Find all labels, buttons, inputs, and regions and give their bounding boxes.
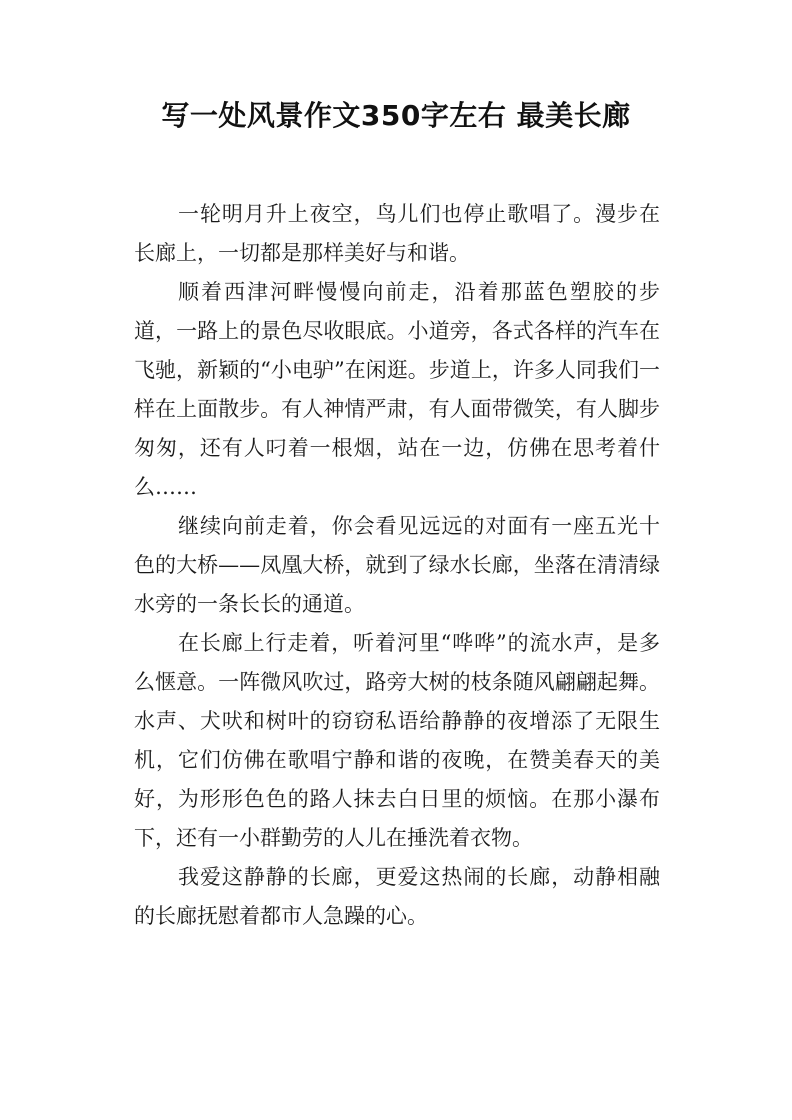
document-title: 写一处风景作文350字左右 最美长廊 (161, 99, 631, 132)
paragraph-5: 我爱这静静的长廊，更爱这热闹的长廊，动静相融的长廊抚慰着都市人急躁的心。 (134, 865, 660, 928)
essay-body (134, 195, 660, 936)
paragraph-3: 继续向前走着，你会看见远远的对面有一座五光十色的大桥——凤凰大桥，就到了绿水长廊，坐落在清清绿水旁的一条长长的通道。 (134, 514, 660, 616)
paragraph-1: 一轮明月升上夜空，鸟儿们也停止歌唱了。漫步在长廊上，一切都是那样美好与和谐。 (134, 202, 660, 265)
paragraph-2: 顺着西津河畔慢慢向前走，沿着那蓝色塑胶的步道，一路上的景色尽收眼底。小道旁，各式各样的汽车在飞驰，新颖的“小电驴”在闲逛。步道上，许多人同我们一样在上面散步。有人神情严肃，有人面带微笑，有人脚步匆匆，还有人叼着一根烟，站在一边，仿佛在思考着什么…… (134, 280, 660, 499)
paragraph-4: 在长廊上行走着，听着河里“哗哗”的流水声，是多么惬意。一阵微风吹过，路旁大树的枝条随风翩翩起舞。水声、犬吠和树叶的窃窃私语给静静的夜增添了无限生机，它们仿佛在歌唱宁静和谐的夜晚，在赞美春天的美好，为形形色色的路人抹去白日里的烦恼。在那小瀑布下，还有一小群勤劳的人儿在捶洗着衣物。 (134, 631, 660, 850)
